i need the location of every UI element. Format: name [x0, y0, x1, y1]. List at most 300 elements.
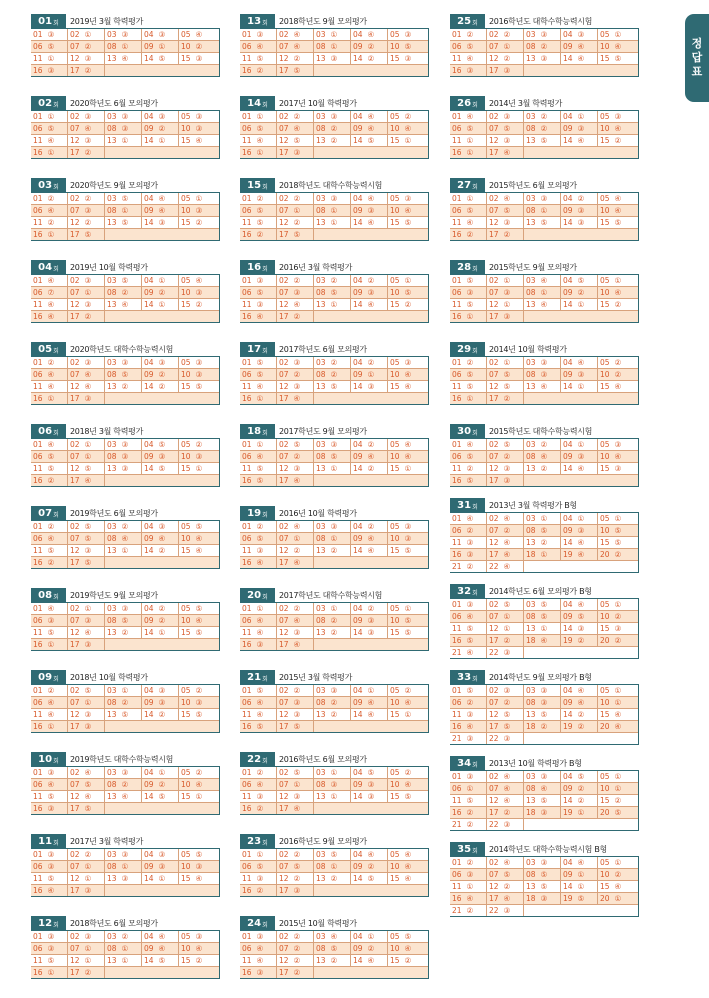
answer-cell	[487, 697, 524, 708]
answer-choice: ④	[293, 522, 301, 531]
answer-cell	[524, 41, 561, 52]
question-number: 09	[563, 612, 573, 621]
answer-choice: ②	[158, 370, 166, 379]
question-number: 15	[181, 54, 191, 63]
answer-block	[240, 752, 429, 815]
answer-choice: ①	[84, 874, 92, 883]
question-number: 13	[107, 792, 117, 801]
question-number: 06	[33, 534, 43, 543]
answer-choice: ②	[540, 440, 548, 449]
question-number: 03	[107, 768, 117, 777]
answer-cell	[31, 29, 68, 40]
answer-choice: ④	[404, 780, 412, 789]
answer-choice: ④	[404, 850, 412, 859]
answer-cell	[524, 29, 561, 40]
answer-choice: ④	[195, 944, 203, 953]
question-number: 17	[279, 640, 289, 649]
answer-cell	[314, 685, 351, 696]
test-header	[450, 756, 639, 770]
answer-cell	[351, 955, 388, 966]
answer-cell	[598, 537, 635, 548]
answer-choice: ②	[540, 722, 548, 731]
question-number: 17	[279, 968, 289, 977]
question-number: 03	[526, 440, 536, 449]
question-number: 13	[316, 792, 326, 801]
question-number: 17	[489, 808, 499, 817]
question-number: 09	[144, 42, 154, 51]
empty-cell	[351, 803, 388, 814]
answer-cell	[351, 791, 388, 802]
answer-cell	[179, 41, 216, 52]
answer-cell	[142, 463, 179, 474]
question-number: 05	[600, 194, 610, 203]
answer-cell	[450, 53, 487, 64]
answer-cell	[450, 733, 487, 744]
answer-choice: ①	[540, 206, 548, 215]
question-number: 13	[526, 218, 536, 227]
answer-cell	[179, 135, 216, 146]
question-number: 05	[390, 932, 400, 941]
answer-block	[31, 178, 220, 241]
answer-cell	[450, 111, 487, 122]
empty-cell	[142, 393, 179, 404]
answer-cell	[561, 381, 598, 392]
answer-cell	[240, 229, 277, 240]
answer-cell	[598, 783, 635, 794]
answer-cell	[68, 299, 105, 310]
answer-row	[450, 869, 639, 881]
answer-cell	[450, 513, 487, 524]
answer-choice: ①	[577, 870, 585, 879]
answer-cell	[450, 463, 487, 474]
question-number: 17	[70, 66, 80, 75]
question-number: 15	[390, 218, 400, 227]
answer-cell	[598, 869, 635, 880]
question-number: 11	[242, 54, 252, 63]
answer-cell	[240, 381, 277, 392]
question-number: 01	[242, 440, 252, 449]
answer-choice: ③	[158, 30, 166, 39]
answer-choice: ④	[503, 194, 511, 203]
answer-choice: ⑤	[540, 882, 548, 891]
answer-cell	[561, 623, 598, 634]
question-number: 13	[526, 882, 536, 891]
answer-cell	[142, 791, 179, 802]
empty-cell	[598, 311, 635, 322]
answer-cell	[524, 439, 561, 450]
answer-block	[240, 424, 429, 487]
answer-choice: ②	[256, 886, 264, 895]
answer-row	[31, 685, 220, 697]
answer-grid	[31, 766, 220, 815]
answer-choice: ⑤	[256, 862, 264, 871]
test-number: 20	[247, 589, 262, 601]
answer-choice: ①	[404, 136, 412, 145]
question-number: 08	[107, 616, 117, 625]
answer-cell	[31, 627, 68, 638]
answer-cell	[179, 861, 216, 872]
question-number: 06	[452, 784, 462, 793]
answer-choice: ②	[158, 780, 166, 789]
question-number: 12	[70, 792, 80, 801]
answer-choice: ⑤	[121, 370, 129, 379]
answer-choice: ③	[293, 148, 301, 157]
test-number-badge	[240, 670, 275, 684]
answer-choice: ③	[614, 464, 622, 473]
round-suffix: 회	[472, 347, 478, 355]
answer-choice: ⑤	[195, 850, 203, 859]
question-number: 10	[390, 616, 400, 625]
answer-cell	[142, 123, 179, 134]
answer-cell	[388, 767, 425, 778]
question-number: 02	[70, 358, 80, 367]
question-number: 06	[452, 452, 462, 461]
question-number: 12	[489, 136, 499, 145]
answer-cell	[68, 557, 105, 568]
answer-row	[240, 393, 429, 405]
answer-choice: ②	[466, 858, 474, 867]
answer-choice: ④	[367, 112, 375, 121]
test-number: 12	[38, 917, 53, 929]
test-title: 2020학년도 6월 모의평가	[70, 98, 158, 108]
answer-choice: ⑤	[256, 54, 264, 63]
answer-cell	[450, 381, 487, 392]
question-number: 02	[489, 514, 499, 523]
answer-choice: ①	[577, 514, 585, 523]
answer-choice: ⑤	[47, 956, 55, 965]
question-number: 01	[242, 358, 252, 367]
empty-cell	[351, 721, 388, 732]
answer-cell	[450, 611, 487, 622]
question-number: 07	[70, 698, 80, 707]
answer-cell	[31, 439, 68, 450]
answer-choice: ⑤	[195, 382, 203, 391]
answer-choice: ②	[293, 276, 301, 285]
answer-choice: ⑤	[466, 476, 474, 485]
question-number: 14	[563, 300, 573, 309]
question-number: 04	[353, 358, 363, 367]
question-number: 09	[353, 944, 363, 953]
answer-cell	[561, 771, 598, 782]
question-number: 06	[33, 288, 43, 297]
question-number: 08	[316, 616, 326, 625]
empty-cell	[561, 475, 598, 486]
answer-cell	[68, 709, 105, 720]
empty-cell	[314, 639, 351, 650]
answer-choice: ②	[158, 382, 166, 391]
test-header	[31, 178, 220, 192]
question-number: 16	[33, 968, 43, 977]
question-number: 01	[242, 932, 252, 941]
answer-cell	[31, 639, 68, 650]
answer-row	[240, 685, 429, 697]
answer-cell	[487, 135, 524, 146]
answer-choice: ③	[158, 522, 166, 531]
round-suffix: 회	[53, 675, 59, 683]
answer-choice: ④	[367, 956, 375, 965]
answer-choice: ②	[367, 604, 375, 613]
question-number: 04	[563, 772, 573, 781]
question-number: 14	[563, 538, 573, 547]
answer-row	[450, 513, 639, 525]
question-number: 12	[279, 382, 289, 391]
answer-cell	[450, 439, 487, 450]
question-number: 02	[489, 600, 499, 609]
answer-choice: ⑤	[330, 452, 338, 461]
question-number: 09	[353, 862, 363, 871]
question-number: 10	[600, 206, 610, 215]
test-title: 2019학년도 9월 모의평가	[70, 590, 158, 600]
answer-grid	[450, 770, 639, 831]
answer-grid	[31, 28, 220, 77]
answer-choice: ④	[404, 862, 412, 871]
answer-choice: ③	[330, 780, 338, 789]
test-number: 11	[38, 835, 53, 847]
test-title: 2017년 3월 학력평가	[70, 836, 144, 846]
answer-cell	[277, 521, 314, 532]
answer-choice: ③	[158, 112, 166, 121]
answer-choice: ④	[256, 616, 264, 625]
answer-choice: ③	[158, 218, 166, 227]
answer-cell	[142, 931, 179, 942]
empty-cell	[388, 557, 425, 568]
answer-cell	[487, 439, 524, 450]
answer-choice: ④	[503, 562, 511, 571]
question-number: 17	[279, 148, 289, 157]
answer-cell	[351, 135, 388, 146]
question-number: 02	[70, 440, 80, 449]
answer-choice: ⑤	[256, 288, 264, 297]
question-number: 14	[563, 464, 573, 473]
answer-cell	[598, 299, 635, 310]
answer-choice: ③	[330, 440, 338, 449]
answer-choice: ①	[84, 862, 92, 871]
answer-cell	[277, 767, 314, 778]
answer-cell	[68, 545, 105, 556]
answer-cell	[31, 217, 68, 228]
answer-cell	[351, 53, 388, 64]
answer-cell	[240, 557, 277, 568]
empty-cell	[524, 311, 561, 322]
question-number: 05	[600, 858, 610, 867]
answer-block	[240, 342, 429, 405]
answer-choice: ④	[47, 136, 55, 145]
question-number: 09	[563, 870, 573, 879]
answer-cell	[31, 451, 68, 462]
answer-cell	[487, 381, 524, 392]
answer-choice: ③	[47, 804, 55, 813]
answer-grid	[450, 598, 639, 659]
answer-choice: ④	[466, 218, 474, 227]
question-number: 04	[563, 30, 573, 39]
test-number-badge	[31, 96, 66, 110]
question-number: 03	[107, 522, 117, 531]
answer-choice: ②	[121, 698, 129, 707]
answer-choice: ③	[614, 112, 622, 121]
empty-cell	[142, 967, 179, 978]
answer-row	[31, 721, 220, 733]
answer-row	[31, 545, 220, 557]
answer-choice: ②	[84, 66, 92, 75]
question-number: 10	[600, 288, 610, 297]
empty-cell	[142, 65, 179, 76]
answer-choice: ②	[466, 230, 474, 239]
answer-choice: ⑤	[466, 124, 474, 133]
block-frame	[428, 356, 430, 405]
test-number-badge	[31, 506, 66, 520]
answer-cell	[68, 803, 105, 814]
answer-cell	[351, 217, 388, 228]
answer-choice: ⑤	[293, 722, 301, 731]
test-number-badge	[31, 260, 66, 274]
answer-choice: ④	[47, 780, 55, 789]
answer-cell	[179, 697, 216, 708]
question-number: 04	[563, 514, 573, 523]
answer-choice: ①	[84, 956, 92, 965]
question-number: 17	[489, 550, 499, 559]
answer-row	[31, 135, 220, 147]
test-title: 2014년 10월 학력평가	[489, 344, 567, 354]
empty-cell	[351, 475, 388, 486]
answer-cell	[524, 525, 561, 536]
answer-choice: ③	[577, 452, 585, 461]
question-number: 06	[33, 862, 43, 871]
answer-choice: ②	[330, 698, 338, 707]
answer-cell	[68, 603, 105, 614]
answer-choice: ⑤	[293, 66, 301, 75]
answer-cell	[240, 791, 277, 802]
question-number: 04	[144, 276, 154, 285]
answer-choice: ④	[256, 136, 264, 145]
question-number: 17	[70, 722, 80, 731]
answer-choice: ②	[293, 452, 301, 461]
answer-cell	[68, 123, 105, 134]
answer-cell	[240, 627, 277, 638]
answer-grid	[240, 766, 429, 815]
question-number: 06	[242, 534, 252, 543]
question-number: 10	[181, 616, 191, 625]
block-frame	[638, 770, 640, 831]
answer-cell	[598, 135, 635, 146]
question-number: 15	[181, 136, 191, 145]
answer-cell	[524, 135, 561, 146]
answer-choice: ④	[404, 698, 412, 707]
question-number: 11	[33, 300, 43, 309]
answer-block	[450, 14, 639, 77]
answer-choice: ⑤	[256, 476, 264, 485]
answer-cell	[314, 193, 351, 204]
answer-cell	[314, 381, 351, 392]
answer-choice: ④	[158, 944, 166, 953]
answer-cell	[351, 533, 388, 544]
answer-choice: ⑤	[47, 42, 55, 51]
answer-row	[31, 521, 220, 533]
answer-choice: ④	[293, 476, 301, 485]
empty-cell	[314, 557, 351, 568]
answer-choice: ③	[293, 886, 301, 895]
answer-choice: ⑤	[256, 686, 264, 695]
answer-cell	[314, 791, 351, 802]
question-number: 11	[452, 796, 462, 805]
question-number: 18	[526, 550, 536, 559]
test-number-badge	[240, 96, 275, 110]
answer-cell	[487, 299, 524, 310]
question-number: 07	[279, 452, 289, 461]
answer-block	[240, 916, 429, 979]
test-number-badge	[450, 756, 485, 770]
question-number: 13	[107, 464, 117, 473]
question-number: 13	[316, 218, 326, 227]
question-number: 08	[316, 534, 326, 543]
answer-cell	[68, 873, 105, 884]
question-number: 16	[242, 394, 252, 403]
answer-cell	[487, 53, 524, 64]
answer-cell	[314, 275, 351, 286]
question-number: 15	[600, 710, 610, 719]
question-number: 01	[452, 112, 462, 121]
answer-choice: ①	[330, 862, 338, 871]
question-number: 09	[353, 534, 363, 543]
answer-grid	[240, 356, 429, 405]
answer-cell	[487, 807, 524, 818]
test-number-badge	[450, 14, 485, 28]
answer-row	[31, 41, 220, 53]
answer-choice: ⑤	[256, 218, 264, 227]
question-number: 08	[107, 42, 117, 51]
test-title: 2020학년도 대학수학능력시험	[70, 344, 174, 354]
round-suffix: 회	[472, 265, 478, 273]
answer-cell	[240, 193, 277, 204]
answer-choice: ⑤	[540, 612, 548, 621]
answer-row	[240, 111, 429, 123]
answer-block	[240, 834, 429, 897]
answer-choice: ⑤	[84, 558, 92, 567]
test-number-badge	[31, 424, 66, 438]
answer-cell	[487, 65, 524, 76]
answer-choice: ①	[540, 624, 548, 633]
empty-cell	[179, 65, 216, 76]
question-number: 13	[316, 546, 326, 555]
answer-cell	[598, 369, 635, 380]
answer-choice: ⑤	[84, 522, 92, 531]
question-number: 07	[489, 784, 499, 793]
answer-choice: ②	[256, 230, 264, 239]
answer-cell	[240, 615, 277, 626]
answer-choice: ④	[256, 956, 264, 965]
answer-choice: ④	[121, 534, 129, 543]
answer-cell	[31, 721, 68, 732]
answer-cell	[142, 29, 179, 40]
answer-cell	[561, 369, 598, 380]
answer-choice: ②	[614, 796, 622, 805]
question-number: 03	[526, 686, 536, 695]
answer-cell	[450, 147, 487, 158]
question-number: 21	[452, 820, 462, 829]
answer-cell	[388, 791, 425, 802]
answer-choice: ②	[367, 464, 375, 473]
answer-cell	[105, 943, 142, 954]
answer-cell	[487, 29, 524, 40]
test-header	[31, 96, 220, 110]
answer-choice: ④	[84, 476, 92, 485]
question-number: 08	[107, 288, 117, 297]
answer-cell	[277, 803, 314, 814]
block-frame	[219, 274, 221, 323]
empty-cell	[142, 885, 179, 896]
answer-cell	[598, 623, 635, 634]
answer-cell	[277, 885, 314, 896]
test-title: 2018년 10월 학력평가	[70, 672, 148, 682]
